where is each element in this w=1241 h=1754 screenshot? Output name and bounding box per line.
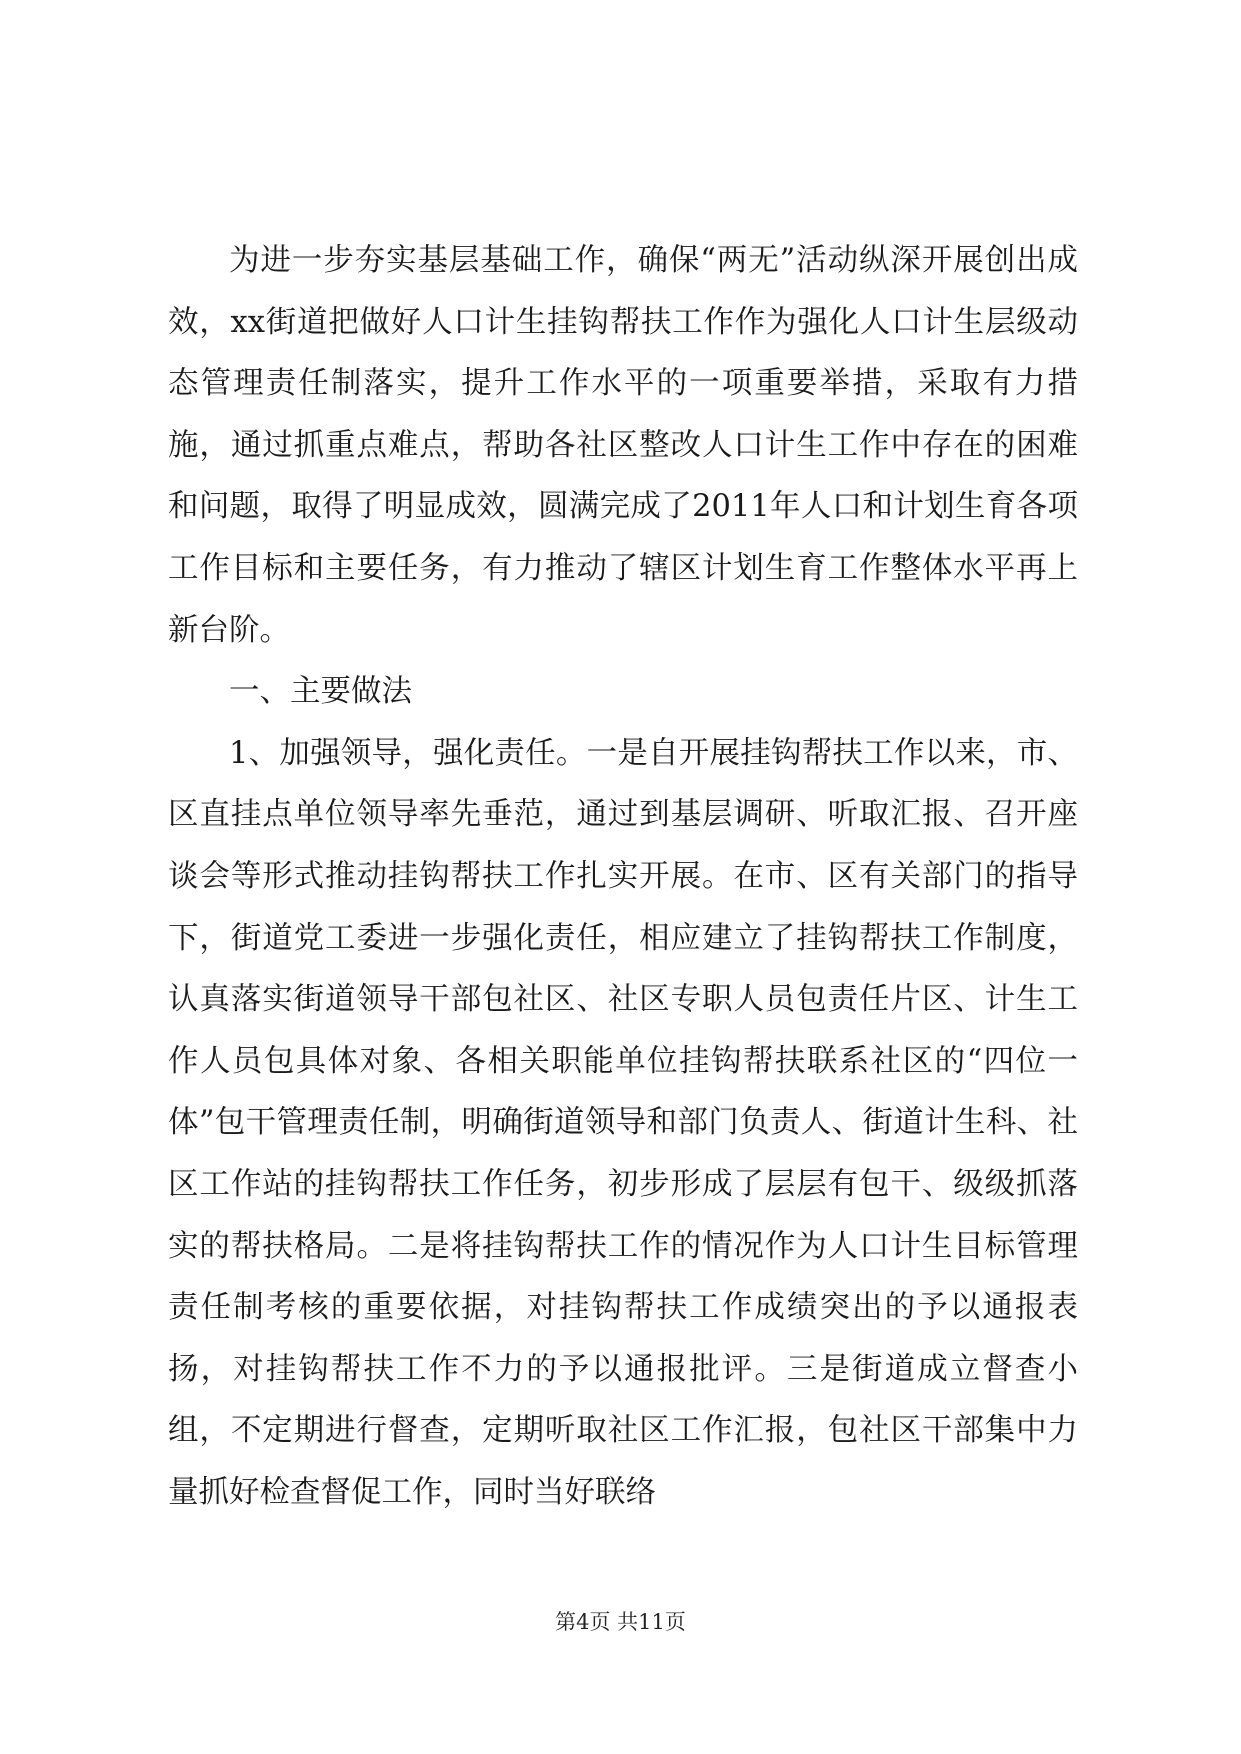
page-footer: 第4页 共11页 [555,1610,686,1634]
section-heading: 一、主要做法 [229,674,412,710]
document-body [168,230,1078,1523]
intro-paragraph: 为进一步夯实基层基础工作，确保“两无”活动纵深开展创出成效，xx街道把做好人口计生挂钩帮扶工作作为强化人口计生层级动态管理责任制落实，提升工作水平的一项重要举措，采取有力措施，通过抓重点难点，帮助各社区整改人口计生工作中存在的困难和问题，取得了明显成效，圆满完成了2011年人口和计划生育各项工作目标和主要任务，有力推动了辖区计划生育工作整体水平再上新台阶。 [168,243,1078,648]
body-paragraph: 1、加强领导，强化责任。一是自开展挂钩帮扶工作以来，市、区直挂点单位领导率先垂范，通过到基层调研、听取汇报、召开座谈会等形式推动挂钩帮扶工作扎实开展。在市、区有关部门的指导下，街道党工委进一步强化责任，相应建立了挂钩帮扶工作制度，认真落实街道领导干部包社区、社区专职人员包责任片区、计生工作人员包具体对象、各相关职能单位挂钩帮扶联系社区的“四位一体”包干管理责任制，明确街道领导和部门负责人、街道计生科、社区工作站的挂钩帮扶工作任务，初步形成了层层有包干、级级抓落实的帮扶格局。二是将挂钩帮扶工作的情况作为人口计生目标管理责任制考核的重要依据，对挂钩帮扶工作成绩突出的予以通报表扬，对挂钩帮扶工作不力的予以通报批评。三是街道成立督查小组，不定期进行督查，定期听取社区工作汇报，包社区干部集中力量抓好检查督促工作，同时当好联络 [168,735,1078,1510]
